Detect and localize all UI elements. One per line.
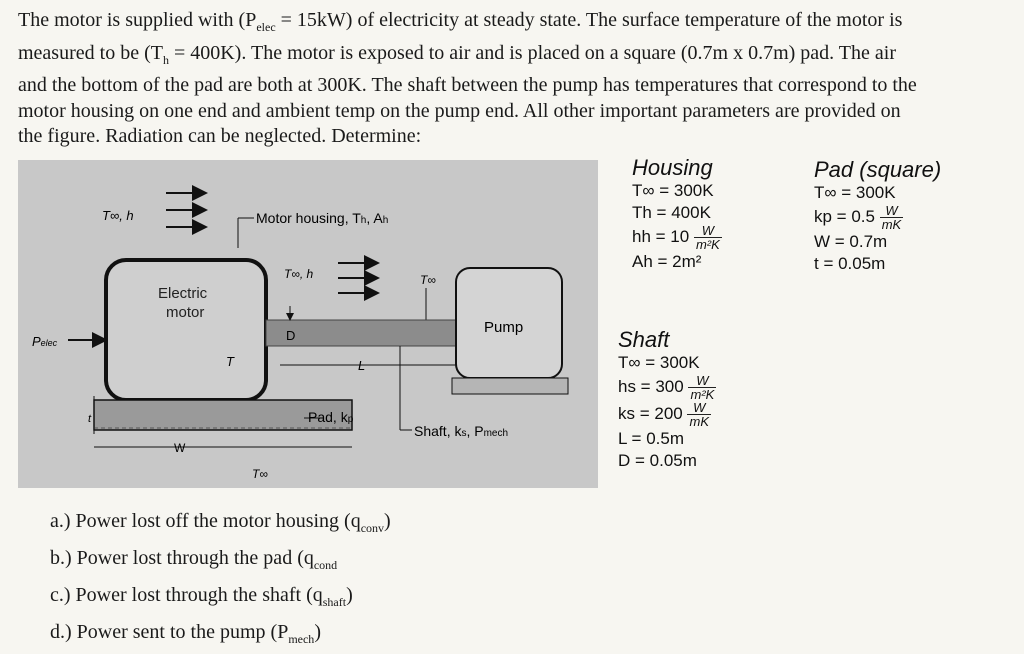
label-w: W: [174, 441, 186, 455]
housing-params: [632, 156, 722, 273]
intro-line-1: [18, 8, 1003, 41]
intro-line-3: and the bottom of the pad are both at 300K. The shaft between the pump has temperatures that correspond to the: [18, 74, 917, 97]
pad-title: Pad (square): [814, 157, 942, 182]
housing-th: Th = 400K: [632, 203, 711, 222]
motor-pump-diagram: [18, 160, 598, 488]
intro-text: = 400K). The motor is exposed to air and is placed on a square (0.7m x 0.7m) pad. The air: [168, 41, 896, 64]
diagram-svg: [18, 160, 598, 488]
shaft-hs: hs = 300 $\frac{W}{\text{m²K}}$: [618, 373, 715, 402]
electric-motor: [106, 260, 266, 400]
pad-t: t = 0.05m: [814, 254, 886, 273]
housing-title: Housing: [632, 155, 713, 180]
shaft: [266, 320, 466, 346]
intro-text: = 15kW) of electricity at steady state. The surface temperature of the motor is: [275, 9, 903, 31]
label-th: T: [226, 354, 234, 369]
label-l: L: [358, 358, 366, 373]
shaft-title: Shaft: [618, 327, 670, 352]
intro-sub: elec: [256, 20, 276, 34]
pad-kp: kp = 0.5 $\frac{W}{mK}$: [814, 203, 902, 232]
shaft-ks: ks = 200 $\frac{W}{mK}$: [618, 400, 709, 429]
question-b: b.) Power lost through the pad ($q_{cond}$: [50, 547, 338, 572]
label-d: D: [286, 328, 296, 343]
label-t: t: [88, 413, 92, 425]
label-tinf: T∞: [420, 273, 436, 287]
housing-hh: hh = 10 $\frac{W}{\text{m²K}}$: [632, 223, 720, 252]
pump-base: [452, 378, 568, 394]
housing-tinf: T∞ = 300K: [632, 181, 714, 200]
housing-ah: Ah = 2m²: [632, 252, 702, 271]
question-c: c.) Power lost through the shaft $(q_{shaft})$: [50, 584, 353, 609]
pad-tinf: T∞ = 300K: [814, 183, 896, 202]
intro-line-4: motor housing on one end and ambient temp on the pump end. All other important parameters are provided on: [18, 99, 901, 122]
label-pad-kp: Pad, kp: [308, 409, 354, 425]
shaft-tinf: T∞ = 300K: [618, 353, 700, 372]
label-tinf-h: T∞, h: [102, 208, 134, 223]
label-tinf-bottom: T∞: [252, 467, 268, 481]
label-pump: Pump: [484, 319, 524, 336]
pad-params: [814, 158, 941, 275]
question-a: a.) Power lost off the motor housing $(q_{conv})$: [50, 510, 391, 535]
shaft-l: L = 0.5m: [618, 429, 684, 448]
shaft-params: [618, 328, 716, 472]
intro-text: The motor is supplied with (P: [18, 9, 257, 31]
label-pelec: Pelec: [32, 334, 58, 349]
intro-text: measured to be (T: [18, 41, 163, 64]
label-shaft-ks: Shaft, ks, Pmech: [414, 423, 509, 439]
label-motor: motor: [166, 304, 205, 321]
intro-sub: h: [162, 52, 169, 67]
label-tinf-hs: T∞, h: [284, 267, 314, 281]
intro-line-2: [18, 41, 1003, 74]
label-electric: Electric: [158, 285, 208, 302]
pad-w: W = 0.7m: [814, 232, 888, 251]
questions-list: [50, 506, 391, 654]
shaft-d: D = 0.05m: [618, 451, 697, 470]
question-d: d.) Power sent to the pump $(P_{mech})$: [50, 621, 321, 646]
intro-line-5: the figure. Radiation can be neglected. Determine:: [18, 125, 422, 148]
problem-statement: [18, 8, 1003, 150]
label-motor-housing: Motor housing, Th, Ah: [256, 210, 389, 226]
